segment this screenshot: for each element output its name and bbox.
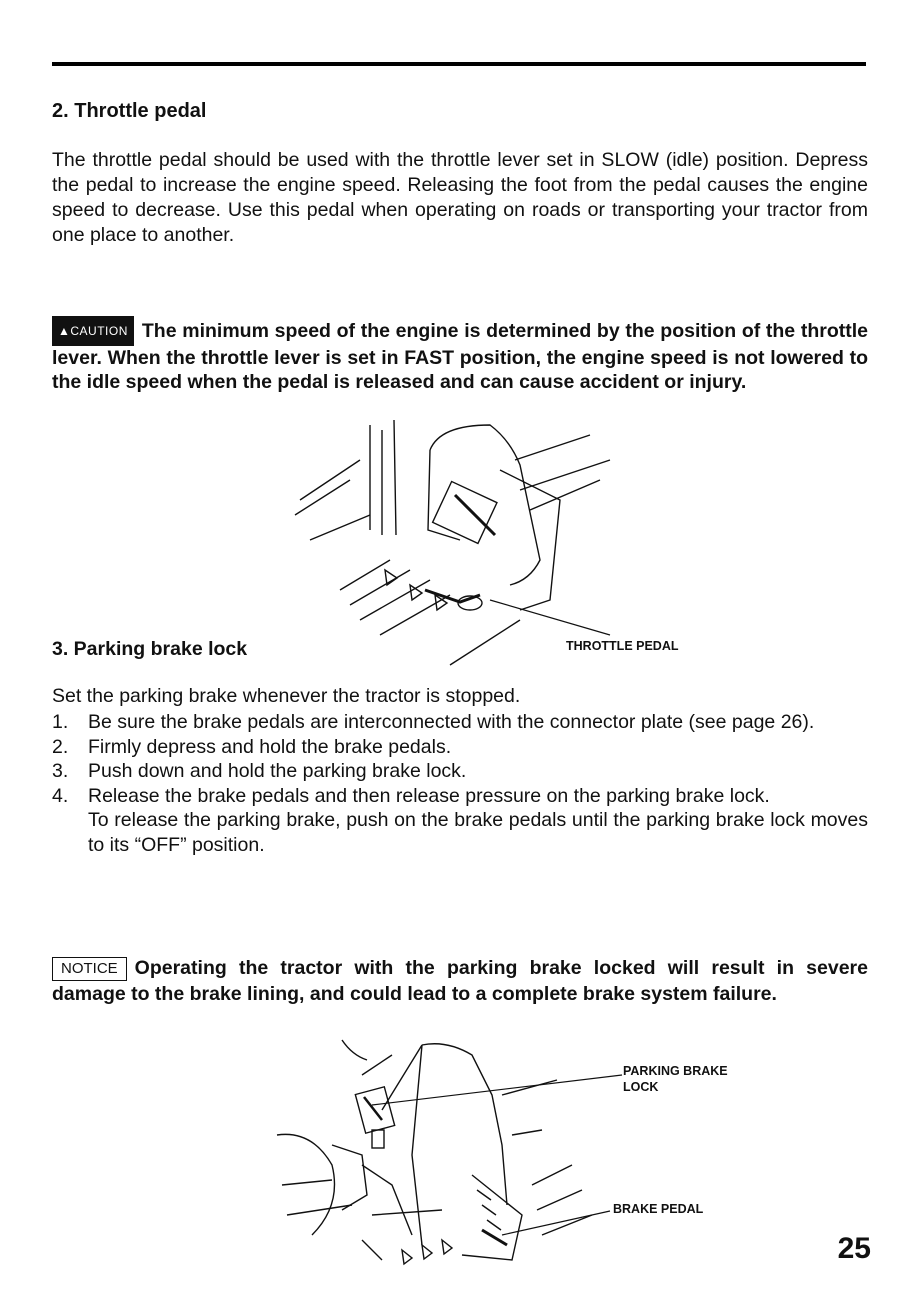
throttle-body-text: The throttle pedal should be used with the throttle lever set in SLOW (idle) position. Depress the pedal to increase the engine speed. Releasing the foot from the pedal causes the engine speed to decrease. Use this pedal when operating on roads or transporting your tractor from one place to another. [52, 149, 868, 246]
step-number: 3. [52, 760, 69, 782]
callout-line-1: PARKING BRAKE [623, 1064, 728, 1078]
release-note: To release the parking brake, push on the brake pedals until the parking brake lock moves to its “OFF” position. [88, 809, 868, 856]
page-number: 25 [837, 1232, 871, 1265]
step-text: Push down and hold the parking brake lock. [88, 760, 467, 782]
parking-brake-illustration [272, 1035, 632, 1270]
warning-triangle-icon: ▲ [58, 324, 71, 338]
step-number: 4. [52, 784, 69, 807]
caution-label: CAUTION [70, 324, 128, 338]
caution-paragraph [52, 316, 868, 395]
throttle-pedal-callout: THROTTLE PEDAL [566, 639, 679, 653]
notice-badge: NOTICE [52, 957, 127, 981]
callout-line-2: LOCK [623, 1080, 659, 1094]
notice-paragraph [52, 955, 868, 1007]
list-item [52, 784, 868, 809]
caution-text: The minimum speed of the engine is determined by the position of the throttle lever. When the throttle lever is set in FAST position, the engine speed is not lowered to the idle speed when the pedal is released and can cause accident or injury. [52, 320, 868, 393]
brake-pedal-callout: BRAKE PEDAL [613, 1202, 704, 1216]
notice-text: Operating the tractor with the parking brake locked will result in severe damage to the brake lining, and could lead to a complete brake system failure. [52, 957, 868, 1005]
parking-brake-lock-callout [623, 1063, 728, 1095]
list-item [52, 735, 868, 760]
step-text: Firmly depress and hold the brake pedals. [88, 735, 452, 758]
list-item [52, 710, 868, 735]
step-number: 1. [52, 711, 69, 733]
caution-badge [52, 316, 134, 346]
throttle-pedal-illustration [290, 420, 630, 670]
parking-steps-list [52, 710, 868, 857]
section-heading-parking: 3. Parking brake lock [52, 638, 248, 660]
top-rule [52, 62, 866, 66]
step-text: Be sure the brake pedals are interconnected with the connector plate (see page 26). [88, 711, 815, 733]
step-number: 2. [52, 735, 69, 758]
step-text: Release the brake pedals and then release pressure on the parking brake lock. [88, 784, 770, 807]
parking-intro-text: Set the parking brake whenever the tractor is stopped. [52, 685, 521, 707]
section-heading-throttle: 2. Throttle pedal [52, 100, 207, 122]
list-item [52, 759, 868, 784]
